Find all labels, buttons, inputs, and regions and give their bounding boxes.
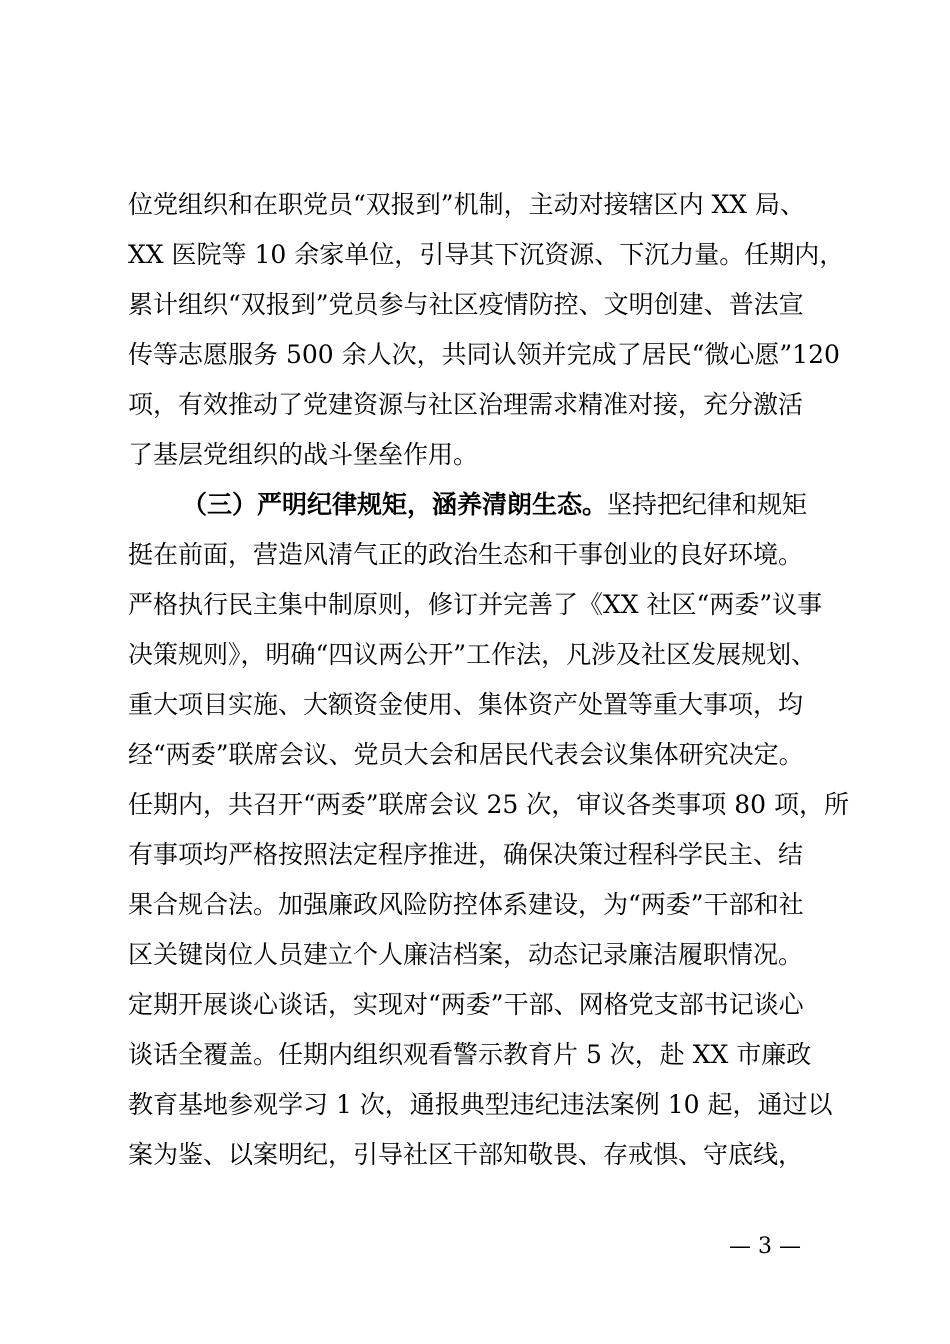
paragraph-2-line-14: 案为鉴、以案明纪，引导社区干部知敬畏、存戒惧、守底线， xyxy=(128,1140,804,1169)
section-heading: （三）严明纪律规矩，涵养清朗生态。 xyxy=(182,490,608,519)
paragraph-2-line-8: 有事项均严格按照法定程序推进，确保决策过程科学民主、结 xyxy=(128,840,804,869)
paragraph-1-line-2: XX 医院等 10 余家单位，引导其下沉资源、下沉力量。任期内， xyxy=(128,240,845,269)
paragraph-1-line-3: 累计组织“双报到”党员参与社区疫情防控、文明创建、普法宣 xyxy=(128,290,804,319)
paragraph-2-line-7: 任期内，共召开“两委”联席会议 25 次，审议各类事项 80 项，所 xyxy=(128,790,849,819)
paragraph-2-line-4: 决策规则》，明确“四议两公开”工作法，凡涉及社区发展规划、 xyxy=(128,640,817,669)
paragraph-2-line-5: 重大项目实施、大额资金使用、集体资产处置等重大事项，均 xyxy=(128,690,804,719)
paragraph-2-line-6: 经“两委”联席会议、党员大会和居民代表会议集体研究决定。 xyxy=(128,740,804,769)
paragraph-1-line-4: 传等志愿服务 500 余人次，共同认领并完成了居民“微心愿”120 xyxy=(128,340,840,369)
paragraph-2-line-2: 挺在前面，营造风清气正的政治生态和干事创业的良好环境。 xyxy=(128,540,804,569)
paragraph-1-line-5: 项，有效推动了党建资源与社区治理需求精准对接，充分激活 xyxy=(128,390,804,419)
paragraph-2-line-11: 定期开展谈心谈话，实现对“两委”干部、网格党支部书记谈心 xyxy=(128,990,804,1019)
paragraph-2-first-line-rest: 坚持把纪律和规矩 xyxy=(607,490,808,519)
paragraph-1-line-1: 位党组织和在职党员“双报到”机制，主动对接辖区内 XX 局、 xyxy=(128,190,806,219)
paragraph-2-line-12: 谈话全覆盖。任期内组织观看警示教育片 5 次，赴 XX 市廉政 xyxy=(128,1040,812,1069)
paragraph-1-line-6: 了基层党组织的战斗堡垒作用。 xyxy=(128,440,479,469)
paragraph-2-line-13: 教育基地参观学习 1 次，通报典型违纪违法案例 10 起，通过以 xyxy=(128,1090,833,1119)
paragraph-2-line-10: 区关键岗位人员建立个人廉洁档案，动态记录廉洁履职情况。 xyxy=(128,940,804,969)
paragraph-2-line-3: 严格执行民主集中制原则，修订并完善了《XX 社区“两委”议事 xyxy=(128,590,823,619)
page-number: — 3 — xyxy=(729,1234,801,1259)
paragraph-2-line-9: 果合规合法。加强廉政风险防控体系建设，为“两委”干部和社 xyxy=(128,890,804,919)
paragraph-2-first-line xyxy=(182,487,858,523)
